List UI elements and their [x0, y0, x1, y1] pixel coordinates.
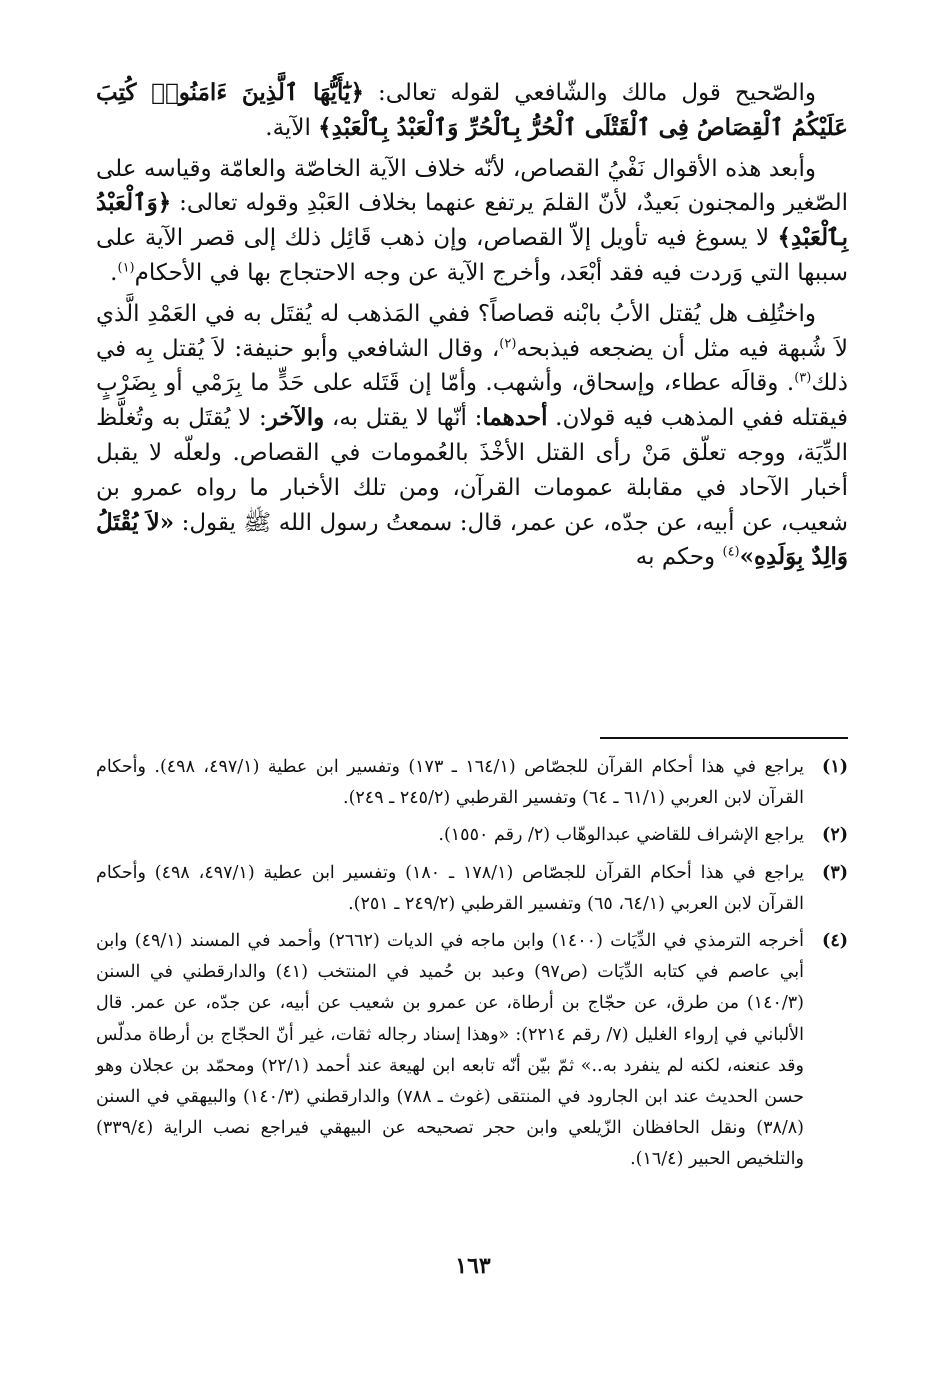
footnote-text: يراجع في هذا أحكام القرآن للجصّاص (١٦٤/١ ـ ١٧٣) وتفسير ابن عطية (٤٩٧/١، ٤٩٨). وأحكام القرآن لابن العربي (٦١/١ ـ ٦٤) وتفسير القرطبي (٢٤٥/٢ ـ ٢٤٩).: [96, 757, 804, 809]
footnote-ref-1[interactable]: (١): [117, 260, 135, 276]
footnotes: [96, 752, 848, 1182]
footnote-number: (٤): [822, 931, 848, 952]
paragraph-1-text-b: الآية.: [265, 114, 319, 141]
footnote-text: يراجع الإشراف للقاضي عبدالوهّاب (٢/ رقم ١٥٥٠).: [438, 825, 804, 846]
footnote-number: (٣): [822, 862, 848, 883]
paragraph-3-text-d: : أنّها لا يقتل به،: [324, 405, 483, 432]
footnote-2: [96, 820, 848, 851]
hadith-quote: «لاَ يُقْتَلُ وَالِدٌ بِوَلَدِهِ»: [96, 508, 848, 571]
footnote-text: يراجع في هذا أحكام القرآن للجصّاص (١٧٨/١ ـ ١٨٠) وتفسير ابن عطية (٤٩٧/١، ٤٩٨) وأحكام القرآن لابن العربي (٦٤/١، ٦٥) وتفسير القرطبي (٢٤٩/٢ ـ ٢٥١).: [96, 862, 805, 914]
main-text: [96, 76, 848, 581]
quran-verse: ﴿وَٱلْعَبْدُ بِٱلْعَبْدِ﴾: [96, 189, 848, 252]
paragraph-3-text-a: واختُلِف هل يُقتل الأبُ بابْنه قصاصاً؟ ففي المَذهب له يُقتَل به في العَمْدِ الَّذي لاَ شُبهة فيه مثل أن يضجعه فيذبحه: [96, 300, 849, 362]
footnote-ref-3[interactable]: (٣): [794, 370, 812, 386]
paragraph-3-text-e: : لا يُقتَل به وتُغلَّظ الدِّيَة، ووجه تعلّق مَنْ رأى القتل الأخْذَ بالعُمومات في القصاص. ولعلّه لا يقبل أخبار الآحاد في مقابلة عمومات القرآن، ومن تلك الأخبار ما رواه عمرو بن شعيب، عن أبيه، عن جدّه، عن عمر، قال: سمعتُ رسول الله ﷺ يقول:: [96, 405, 848, 536]
footnote-1: [96, 752, 848, 814]
footnote-text: أخرجه الترمذي في الدِّيَات (١٤٠٠) وابن ماجه في الديات (٢٦٦٢) وأحمد في المسند (٤٩/١) وابن أبي عاصم في كتابه الدِّيَات (ص٩٧) وعبد بن حُميد في المنتخب (٤١) والدارقطني في السنن (١٤٠/٣) من طرق، عن حجّاج بن أرطاة، عن عمرو بن شعيب عن أبيه، عن جدّه، عن عمر. قال الألباني في إرواء الغليل (٧/ رقم ٢٢١٤): «وهذا إسناد رجاله ثقات، غير أنّ الحجّاج بن أرطاة مدلّس وقد عنعنه، لكنه لم ينفرد به..» ثمّ بيّن أنّه تابعه ابن لهيعة عند أحمد (٢٢/١) ومحمّد بن عجلان وهو حسن الحديث عند ابن الجارود في المنتقى (غوث ـ ٧٨٨) والدارقطني (١٤٠/٣) والبيهقي في السنن (٣٨/٨) ونقل الحافظان الزّيلعي وابن حجر تصحيحه عن البيهقي فيراجع نصب الراية (٣٣٩/٤) والتلخيص الحبير (١٦/٤).: [96, 931, 805, 1170]
paragraph-1-text-a: والصّحيح قول مالك والشّافعي لقوله تعالى:: [363, 80, 817, 106]
footnote-ref-2[interactable]: (٢): [499, 335, 517, 351]
footnote-3: [96, 858, 848, 920]
second-opinion-label: والآخر: [266, 404, 325, 432]
first-opinion-label: أحدهما: [482, 404, 548, 432]
footnote-4: [96, 926, 848, 1176]
page-number: ١٦٣: [455, 1253, 491, 1279]
paragraph-2: [96, 152, 848, 291]
paragraph-3: [96, 297, 848, 575]
paragraph-2-text-a: وأبعد هذه الأقوال نَفْيُ القصاص، لأنّه خلاف الآية الخاصّة والعامّة وقياسه على الصّغير والمجنون بَعيدٌ، لأنّ القلمَ يرتفع عنهما بخلاف العَبْدِ وقوله تعالى:: [96, 155, 848, 217]
paragraph-1: [96, 76, 848, 146]
paragraph-2-text-b: لا يسوغ فيه تأويل إلاّ القصاص، وإن ذهب قَائِل ذلك إلى قصر الآية على سببها التي وَردت فيه فقد أبْعَد، وأخرج الآية عن وجه الاحتجاج بها في الأحكام: [96, 225, 848, 286]
footnote-divider: [600, 737, 848, 739]
paragraph-3-text-f: وحكم به: [635, 544, 723, 571]
paragraph-3-text-b: ، وقال الشافعي وأبو حنيفة: لاَ يُقتل بِه في ذلك: [96, 335, 848, 397]
footnote-number: (١): [822, 757, 848, 777]
quran-verse: ﴿يَٰٓأَيُّهَا ٱلَّذِينَ ءَامَنُوا۟ كُتِبَ عَلَيْكُمُ ٱلْقِصَاصُ فِى ٱلْقَتْلَى ٱلْحُرُّ بِٱلْحُرِّ وَٱلْعَبْدُ بِٱلْعَبْدِ﴾: [96, 79, 848, 141]
footnote-number: (٢): [822, 825, 848, 846]
paragraph-3-text-c: . وقالَه عطاء، وإسحاق، وأشهب. وأمّا إن قَتَله على حَدٍّ ما بِرَمْي أو بِضَرْبٍ فيقتله ففي المذهب فيه قولان.: [96, 370, 849, 432]
footnote-ref-4[interactable]: (٤): [722, 544, 740, 560]
paragraph-2-text-c: .: [110, 259, 118, 286]
